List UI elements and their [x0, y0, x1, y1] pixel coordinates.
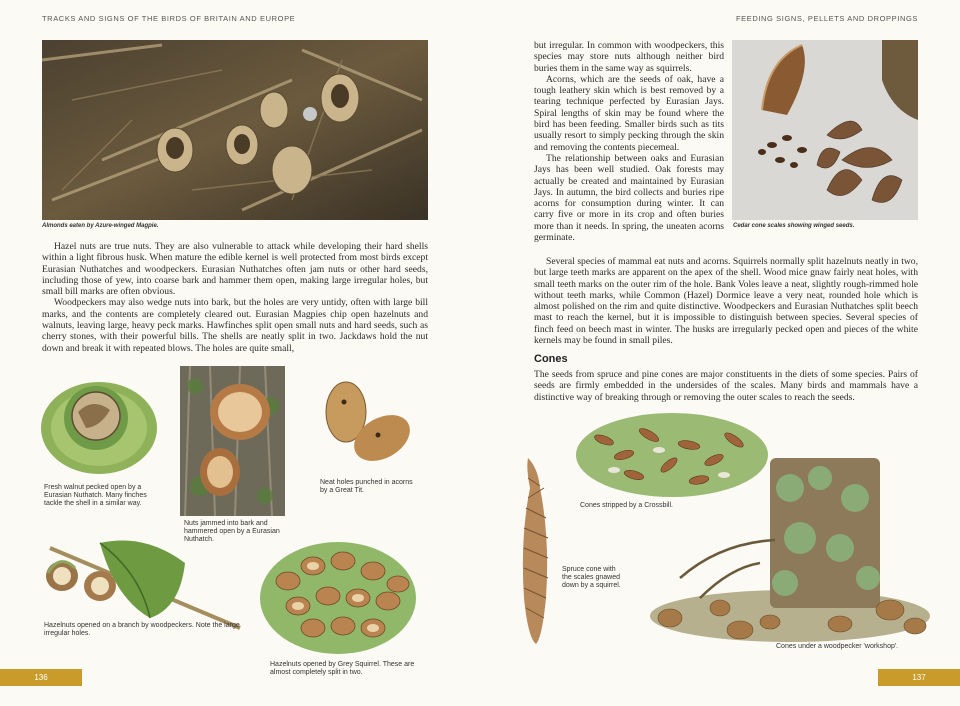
bark-nuts-illustration [180, 366, 285, 516]
cedar-photo [732, 40, 918, 220]
acorns-illustration [318, 380, 418, 472]
almonds-photo-caption: Almonds eaten by Azure-winged Magpie. [42, 223, 159, 229]
walnut-caption: Fresh walnut pecked open by a Eurasian Nuthatch. Many finches tackle the shell in a similar way. [44, 484, 147, 507]
workshop-illustration [640, 448, 930, 644]
acorns-caption: Neat holes punched in acorns by a Great Tit. [320, 479, 413, 494]
squirrel-hazel-illustration [258, 536, 418, 654]
running-head-left: TRACKS AND SIGNS OF THE BIRDS OF BRITAIN AND EUROPE [42, 14, 296, 23]
paragraph: Woodpeckers may also wedge nuts into bark, but the holes are very untidy, often with large bill marks, and the contents are completely cleared out. Eurasian Magpies chip open hazelnuts and walnuts, leaving large, heavy peck marks. Hawfinches split open small nuts and hard seeds, such as cherry stones, with their powerful bills. The shells are neatly split in two. Jackdaws hold the nut down and break it with repeated blows. The holes are quite small, [42, 297, 428, 354]
paragraph: Acorns, which are the seeds of oak, have a tough leathery skin which is best removed by a tearing technique perfected by Eurasian Jays. Spiral lengths of skin may be found where the bird has been feeding. Smaller birds such as tits usually resort to simply pecking through the skin and removing the contents piecemeal. [534, 73, 724, 153]
paragraph: The seeds from spruce and pine cones are major constituents in the diets of some species. Pairs of seeds are firmly embedded in the undersides of the scales. Many birds and mammals have a distinctive way of breaking through or removing the outer scales to reach the seeds. [534, 369, 918, 403]
crossbill-caption: Cones stripped by a Crossbill. [580, 502, 673, 509]
spruce-cone-illustration [516, 458, 556, 644]
cedar-photo-caption: Cedar cone scales showing winged seeds. [733, 223, 855, 229]
right-page [480, 0, 960, 706]
paragraph: Several species of mammal eat nuts and acorns. Squirrels normally split hazelnuts neatly in two, but large teeth marks are apparent on the apex of the shell. Wood mice gnaw fairly neat holes, with small teeth marks on the outer rim of the hole. Bank Voles leave a neat, slightly rough-rimmed hole without teeth marks, while Common (Hazel) Dormice leave a very neat, rounded hole which is almost polished on the rim and quite distinctive. Woodpeckers and Eurasian Nuthatches split beech mast to reach the kernel, but it is impossible to distinguish between species. Several species of finch feed on beech mast in winter. The husks are irregularly pecked open and pieces of the white kernels may be found in small piles. [534, 256, 918, 347]
bark-nuts-caption: Nuts jammed into bark and hammered open by a Eurasian Nuthatch. [184, 520, 280, 543]
page-number-right: 137 [878, 669, 960, 686]
hazel-branch-caption: Hazelnuts opened on a branch by woodpeckers. Note the large irregular holes. [44, 622, 240, 637]
running-head-right: FEEDING SIGNS, PELLETS AND DROPPINGS [735, 14, 918, 23]
hazel-branch-illustration [40, 528, 245, 630]
almonds-photo [42, 40, 428, 220]
workshop-caption: Cones under a woodpecker 'workshop'. [776, 643, 899, 650]
walnut-illustration [38, 372, 160, 478]
spruce-caption: Spruce cone with the scales gnawed down by a squirrel. [562, 566, 621, 589]
paragraph: but irregular. In common with woodpeckers, this species may store nuts although neither bird buries them in the same way as squirrels. [534, 40, 724, 74]
section-heading-cones: Cones [534, 353, 568, 365]
cones-paragraph [534, 369, 918, 403]
mammal-paragraph [534, 256, 918, 346]
paragraph: Hazel nuts are true nuts. They are also vulnerable to attack while developing their hard shells within a light fibrous husk. When mature the edible kernel is well protected from most birds except Eurasian Nuthatches and woodpeckers. Eurasian Nuthatches often jam nuts or other hard seeds, including those of yew, into coarse bark and hammer them open, making large irregular holes, but small bill marks are often obvious. [42, 241, 428, 298]
left-body-text [42, 241, 428, 354]
page-number-left: 136 [0, 669, 82, 686]
squirrel-hazel-caption: Hazelnuts opened by Grey Squirrel. These are almost completely split in two. [270, 661, 415, 676]
paragraph: The relationship between oaks and Eurasian Jays has been well studied. Oak forests may actually be created and maintained by Eurasian Jays. In autumn, the bird collects and buries ripe acorns for consumption during winter. It can carry five or more in its crop and often buries more than it needs. In spring, the uneaten acorns germinate. [534, 152, 724, 244]
right-column-text [534, 40, 724, 243]
